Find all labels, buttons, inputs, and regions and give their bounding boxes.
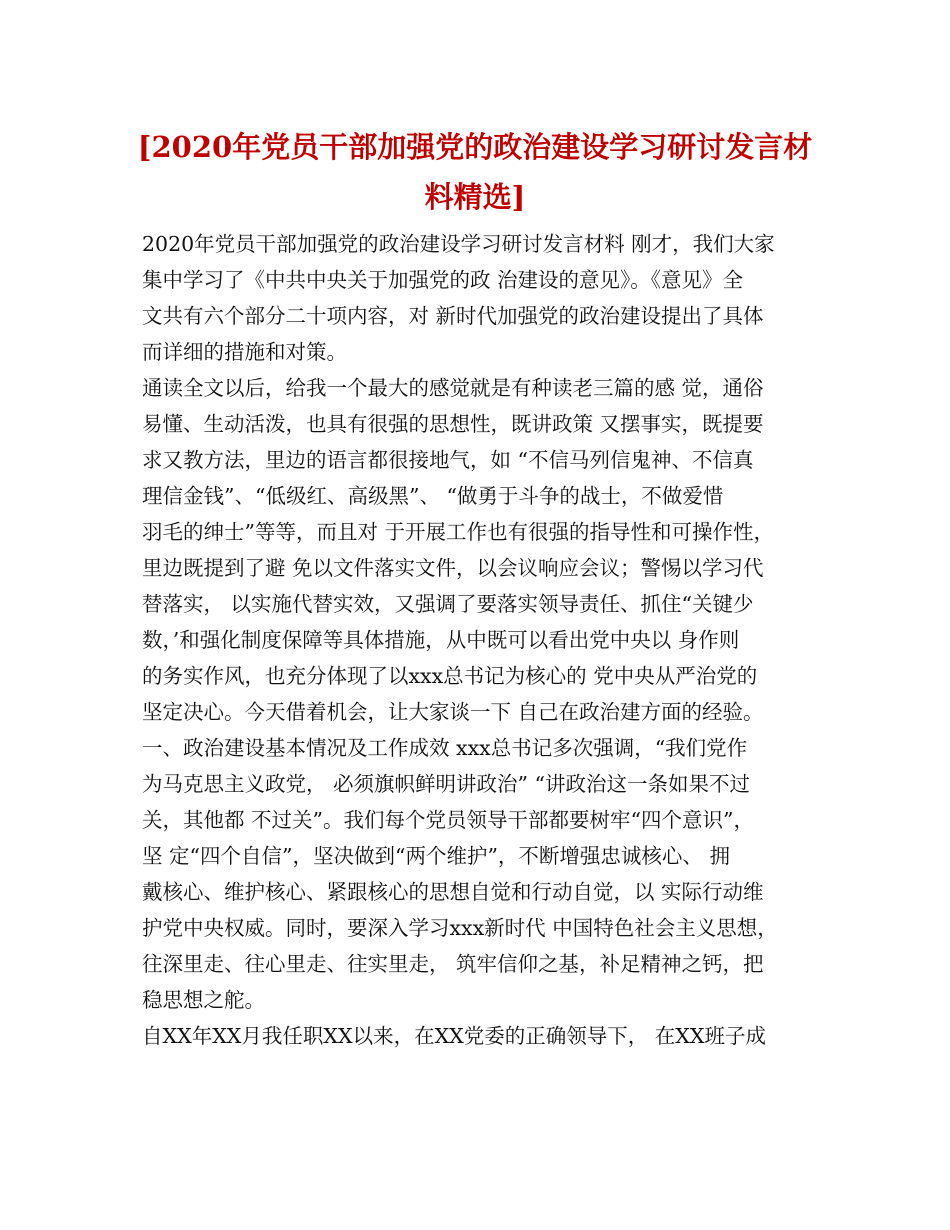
body-line: 自XX年XX月我任职XX以来，在XX党委的正确领导下， 在XX班子成 xyxy=(142,1024,766,1048)
body-line: 通读全文以后，给我一个最大的感觉就是有种读老三篇的感 觉，通俗 xyxy=(142,376,764,400)
body-line: 而详细的措施和对策。 xyxy=(142,340,347,364)
body-line: 文共有六个部分二十项内容，对 新时代加强党的政治建设提出了具体 xyxy=(142,304,764,328)
title-line-2: 料精选] xyxy=(424,180,526,214)
body-line: 一、政治建设基本情况及工作成效 xxx总书记多次强调，“我们党作 xyxy=(142,736,748,760)
body-line: 羽毛的绅士”等等，而且对 于开展工作也有很强的指导性和可操作性， xyxy=(142,520,774,544)
body-line: 坚定决心。今天借着机会，让大家谈一下 自己在政治建方面的经验。 xyxy=(142,700,764,724)
title-line-1: [2020年党员干部加强党的政治建设学习研讨发言材 xyxy=(137,130,813,164)
body-line: 求又教方法，里边的语言都很接地气，如 “不信马列信鬼神、不信真 xyxy=(142,448,754,472)
document-title xyxy=(120,122,830,222)
body-line: 数，’和强化制度保障等具体措施，从中既可以看出党中央以 身作则 xyxy=(142,628,740,652)
body-line: 为马克思主义政党， 必须旗帜鲜明讲政治” “讲政治这一条如果不过 xyxy=(142,772,750,796)
body-line: 关，其他都 不过关”。我们每个党员领导干部都要树牢“四个意识”， xyxy=(142,808,754,832)
body-line: 里边既提到了避 免以文件落实文件，以会议响应会议；警惕以学习代 xyxy=(142,556,764,580)
document-body xyxy=(142,226,832,1054)
body-line: 护党中央权威。同时，要深入学习xxx新时代 中国特色社会主义思想， xyxy=(142,916,778,940)
body-line: 2020年党员干部加强党的政治建设学习研讨发言材料 刚才，我们大家 xyxy=(142,232,775,256)
body-line: 替落实， 以实施代替实效，又强调了要落实领导责任、抓住“关键少 xyxy=(142,592,754,616)
body-line: 坚 定“四个自信”，坚决做到“两个维护”，不断增强忠诚核心、 拥 xyxy=(142,844,730,868)
body-line: 理信金钱”、“低级红、高级黑”、 “做勇于斗争的战士，不做爱惜 xyxy=(142,484,724,508)
body-line: 往深里走、往心里走、往实里走， 筑牢信仰之基，补足精神之钙，把 xyxy=(142,952,764,976)
body-line: 的务实作风，也充分体现了以xxx总书记为核心的 党中央从严治党的 xyxy=(142,664,758,688)
body-line: 戴核心、维护核心、紧跟核心的思想自觉和行动自觉，以 实际行动维 xyxy=(142,880,764,904)
body-line: 易懂、生动活泼，也具有很强的思想性，既讲政策 又摆事实，既提要 xyxy=(142,412,764,436)
body-line: 稳思想之舵。 xyxy=(142,988,265,1012)
body-line: 集中学习了《中共中央关于加强党的政 治建设的意见》。《意见》全 xyxy=(142,268,744,292)
